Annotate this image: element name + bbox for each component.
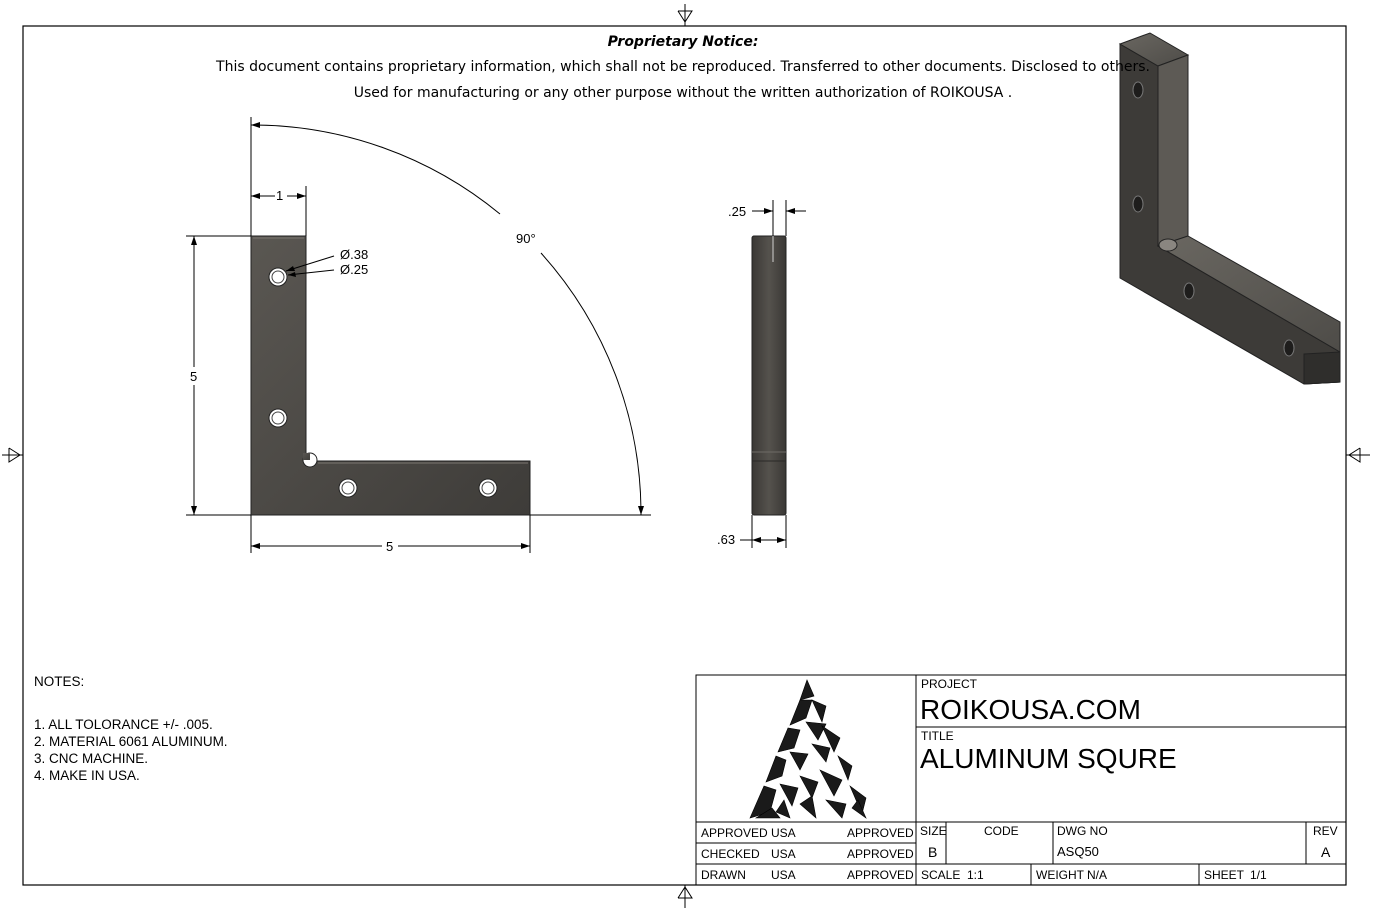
dwg-label: DWG NO xyxy=(1057,824,1108,838)
notes-heading: NOTES: xyxy=(34,674,85,689)
hole xyxy=(269,409,287,427)
hole xyxy=(479,479,497,497)
size-value: B xyxy=(928,844,938,860)
notice-title: Proprietary Notice: xyxy=(607,34,759,50)
title-value: ALUMINUM SQURE xyxy=(920,743,1177,774)
checked-status: APPROVED xyxy=(847,847,914,861)
dim-hole-inner: Ø.25 xyxy=(340,262,369,277)
project-value: ROIKOUSA.COM xyxy=(920,694,1141,725)
center-mark-right xyxy=(1346,448,1370,462)
notice-line-1: This document contains proprietary information, which shall not be reproduced. Transferred to other documents. Disclosed to others. xyxy=(216,59,1150,75)
center-mark-bottom xyxy=(678,885,692,908)
note-item: 2. MATERIAL 6061 ALUMINUM. xyxy=(34,734,228,749)
note-item: 4. MAKE IN USA. xyxy=(34,768,140,783)
weight-label: WEIGHT xyxy=(1036,868,1084,882)
dim-height: 5 xyxy=(190,369,198,384)
company-logo xyxy=(750,680,866,818)
scale-label: SCALE xyxy=(921,868,961,882)
sheet-label: SHEET xyxy=(1204,868,1245,882)
iso-hole xyxy=(1133,196,1143,212)
front-view xyxy=(251,236,530,515)
center-mark-left xyxy=(2,448,23,462)
iso-hole xyxy=(1284,340,1294,356)
dim-width-top: 1 xyxy=(276,188,284,203)
approved-status: APPROVED xyxy=(847,826,914,840)
rev-value: A xyxy=(1321,844,1331,860)
approved-by: USA xyxy=(771,826,796,840)
dim-hole-outer: Ø.38 xyxy=(340,247,369,262)
hole xyxy=(339,479,357,497)
code-label: CODE xyxy=(984,824,1019,838)
dim-angle: 90° xyxy=(516,231,536,246)
drawn-label: DRAWN xyxy=(701,868,746,882)
note-item: 1. ALL TOLORANCE +/- .005. xyxy=(34,717,213,732)
approved-label: APPROVED xyxy=(701,826,768,840)
checked-by: USA xyxy=(771,847,796,861)
l-bracket-front xyxy=(251,236,530,515)
note-item: 3. CNC MACHINE. xyxy=(34,751,149,766)
side-bar xyxy=(752,236,786,515)
dim-width-bottom: 5 xyxy=(386,539,394,554)
dim-thickness-top: .25 xyxy=(728,204,747,219)
rev-label: REV xyxy=(1313,824,1338,838)
side-view xyxy=(752,236,786,515)
title-label: TITLE xyxy=(921,729,954,743)
project-label: PROJECT xyxy=(921,677,978,691)
notice-line-2: Used for manufacturing or any other purpose without the written authorization of ROIKOUSA . xyxy=(353,85,1013,101)
dwg-value: ASQ50 xyxy=(1057,844,1099,859)
drawn-status: APPROVED xyxy=(847,868,914,882)
size-label: SIZE xyxy=(920,824,947,838)
weight-value: N/A xyxy=(1087,868,1108,882)
hole xyxy=(269,268,287,286)
sheet-value: 1/1 xyxy=(1250,868,1267,882)
iso-hole xyxy=(1184,283,1194,299)
scale-value: 1:1 xyxy=(967,868,984,882)
center-mark-top xyxy=(678,4,692,26)
dim-thickness-bottom: .63 xyxy=(717,532,736,547)
drawn-by: USA xyxy=(771,868,796,882)
checked-label: CHECKED xyxy=(701,847,760,861)
